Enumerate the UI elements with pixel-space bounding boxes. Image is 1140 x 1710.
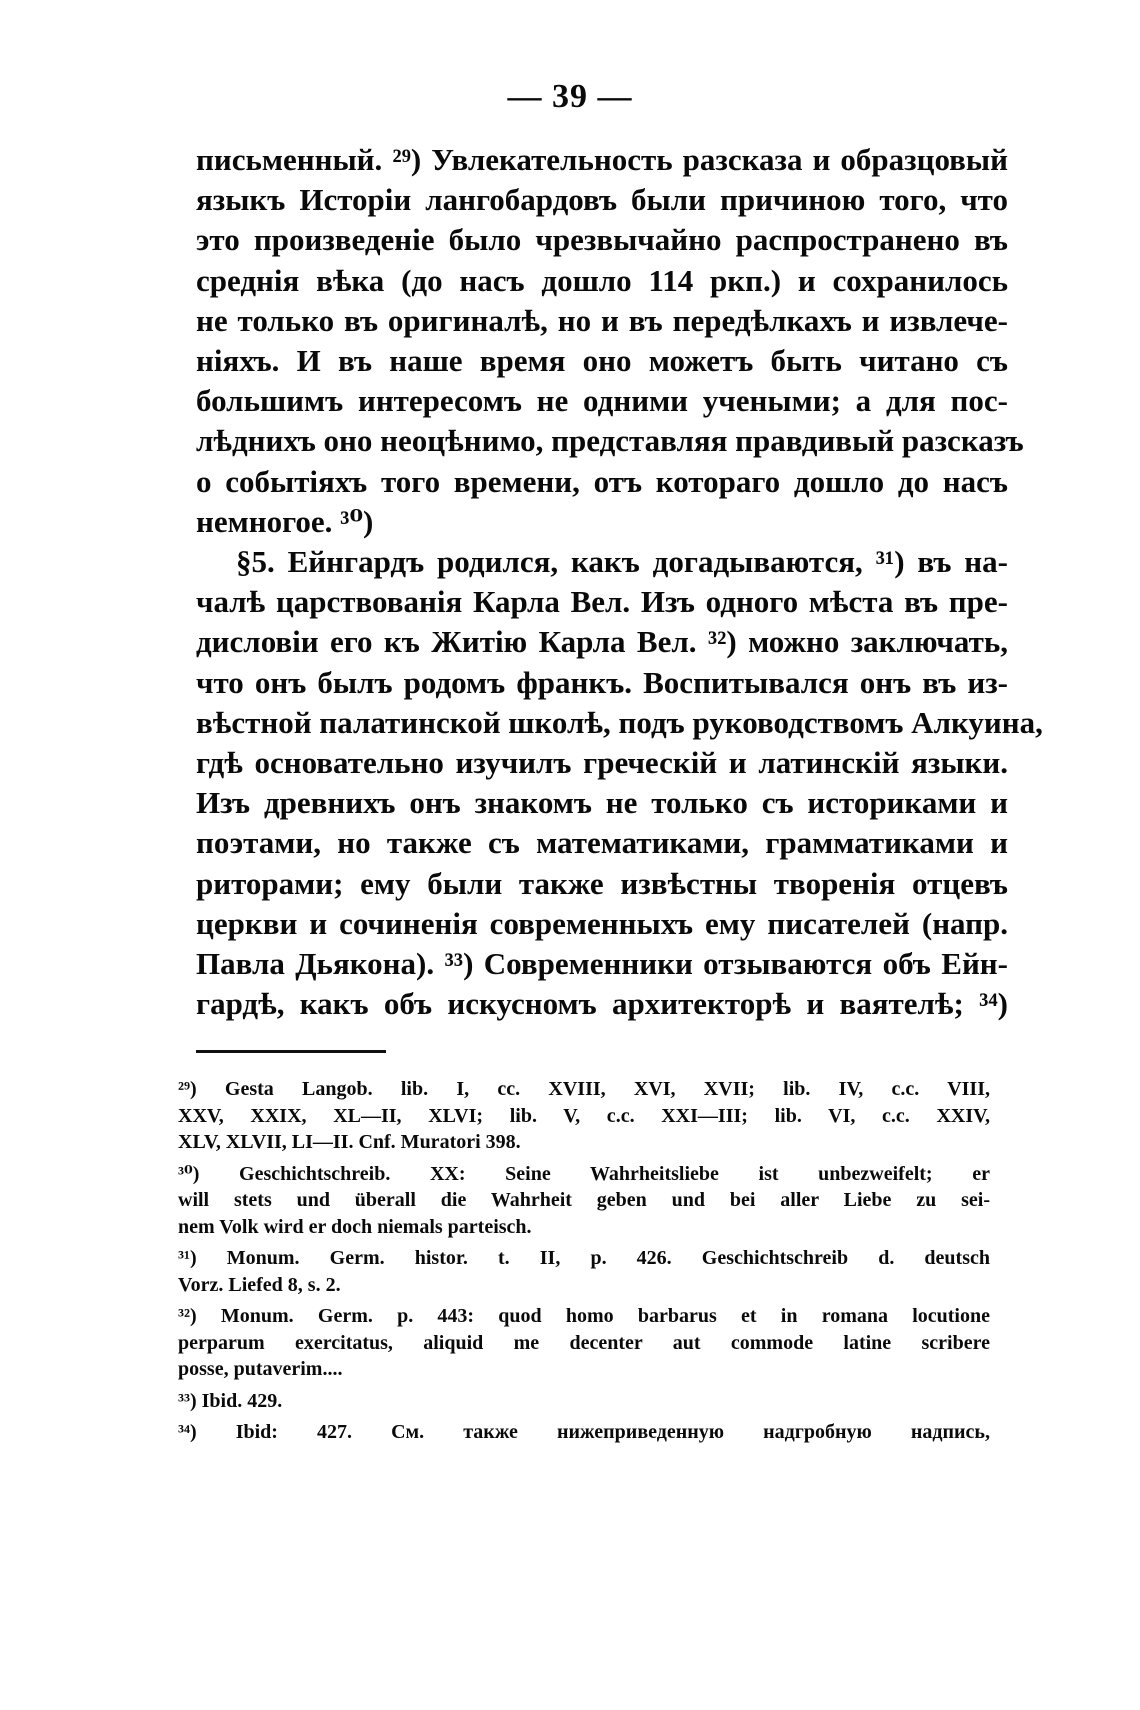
text-line: гдѣ основательно изучилъ греческій и латинскій языки.: [196, 745, 1008, 781]
page-number: — 39 —: [507, 78, 633, 115]
footnote-line: XXV, XXIX, XL—II, XLVI; lib. V, c.c. XXI—III; lib. VI, c.c. XXIV,: [178, 1104, 990, 1127]
footnote-line: ³¹) Monum. Germ. histor. t. II, p. 426. Geschichtschreib d. deutsch: [178, 1247, 990, 1269]
main-text: [196, 140, 1043, 1024]
footnote-line: Vorz. Liefed 8, s. 2.: [178, 1273, 341, 1296]
text-line: поэтами, но также съ математиками, грамматиками и: [196, 825, 1008, 861]
text-line: лѣднихъ оно неоцѣнимо, представляя правдивый разсказъ: [196, 423, 1024, 459]
text-line: риторами; ему были также извѣстны творенія отцевъ: [196, 865, 1008, 901]
text-line: Павла Дьякона). ³³) Современники отзываются объ Ейн-: [196, 946, 1008, 982]
text-line: не только въ оригиналѣ, но и въ передѣлкахъ и извлече-: [196, 302, 1008, 338]
footnote-line: perparum exercitatus, aliquid me decenter aut commode latine scribere: [178, 1331, 990, 1354]
text-line: это произведеніе было чрезвычайно распространено въ: [196, 222, 1008, 258]
text-line: чалѣ царствованія Карла Вел. Изъ одного мѣста въ пре-: [196, 584, 1008, 620]
text-line: гардѣ, какъ объ искусномъ архитекторѣ и ваятелѣ; ³⁴): [196, 986, 1008, 1022]
footnote-33: [178, 1388, 990, 1415]
footnote-29: [178, 1076, 990, 1156]
text-line: немногое. ³⁰): [196, 503, 374, 539]
text-line: среднія вѣка (до насъ дошло 114 ркп.) и сохранилось: [196, 262, 1008, 298]
text-line: церкви и сочиненія современныхъ ему писателей (напр.: [196, 905, 1008, 941]
footnote-32: [178, 1303, 990, 1383]
footnote-line: ³³) Ibid. 429.: [178, 1389, 283, 1412]
text-line: языкъ Исторіи лангобардовъ были причиною того, что: [196, 182, 1008, 218]
footnotes: [178, 1076, 990, 1451]
footnote-34: [178, 1419, 990, 1446]
text-line: Изъ древнихъ онъ знакомъ не только съ историками и: [196, 785, 1008, 821]
text-line: письменный. ²⁹) Увлекательность разсказа и образцовый: [196, 142, 1008, 177]
footnote-separator: [196, 1050, 386, 1053]
footnote-31: [178, 1245, 990, 1298]
text-line: ніяхъ. И въ наше время оно можетъ быть читано съ: [196, 343, 1008, 379]
footnote-line: ³⁰) Geschichtschreib. XX: Seine Wahrheitsliebe ist unbezweifelt; er: [178, 1162, 990, 1185]
footnote-line: nem Volk wird er doch niemals parteisch.: [178, 1215, 532, 1238]
text-line: большимъ интересомъ не одними учеными; а для пос-: [196, 383, 1008, 419]
footnote-line: ²⁹) Gesta Langob. lib. I, cc. XVIII, XVI, XVII; lib. IV, c.c. VIII,: [178, 1078, 990, 1100]
footnote-line: ³⁴) Ibid: 427. См. также нижеприведенную надгробную надпись,: [178, 1421, 990, 1443]
text-line: что онъ былъ родомъ франкъ. Воспитывался онъ въ из-: [196, 664, 1008, 700]
text-line: §5. Ейнгардъ родился, какъ догадываются, ³¹) въ на-: [236, 544, 1008, 580]
text-line: о событіяхъ того времени, отъ котораго дошло до насъ: [196, 463, 1008, 499]
footnote-30: [178, 1161, 990, 1241]
footnote-line: posse, putaverim....: [178, 1358, 343, 1380]
footnote-line: ³²) Monum. Germ. p. 443: quod homo barbarus et in romana locutione: [178, 1305, 990, 1327]
text-line: вѣстной палатинской школѣ, подъ руководствомъ Алкуина,: [196, 704, 1043, 740]
footnote-line: will stets und überall die Wahrheit geben und bei aller Liebe zu sei-: [178, 1189, 990, 1211]
footnote-line: XLV, XLVII, LI—II. Cnf. Muratori 398.: [178, 1131, 521, 1153]
text-line: дисловіи его къ Житію Карла Вел. ³²) можно заключать,: [196, 624, 1008, 660]
